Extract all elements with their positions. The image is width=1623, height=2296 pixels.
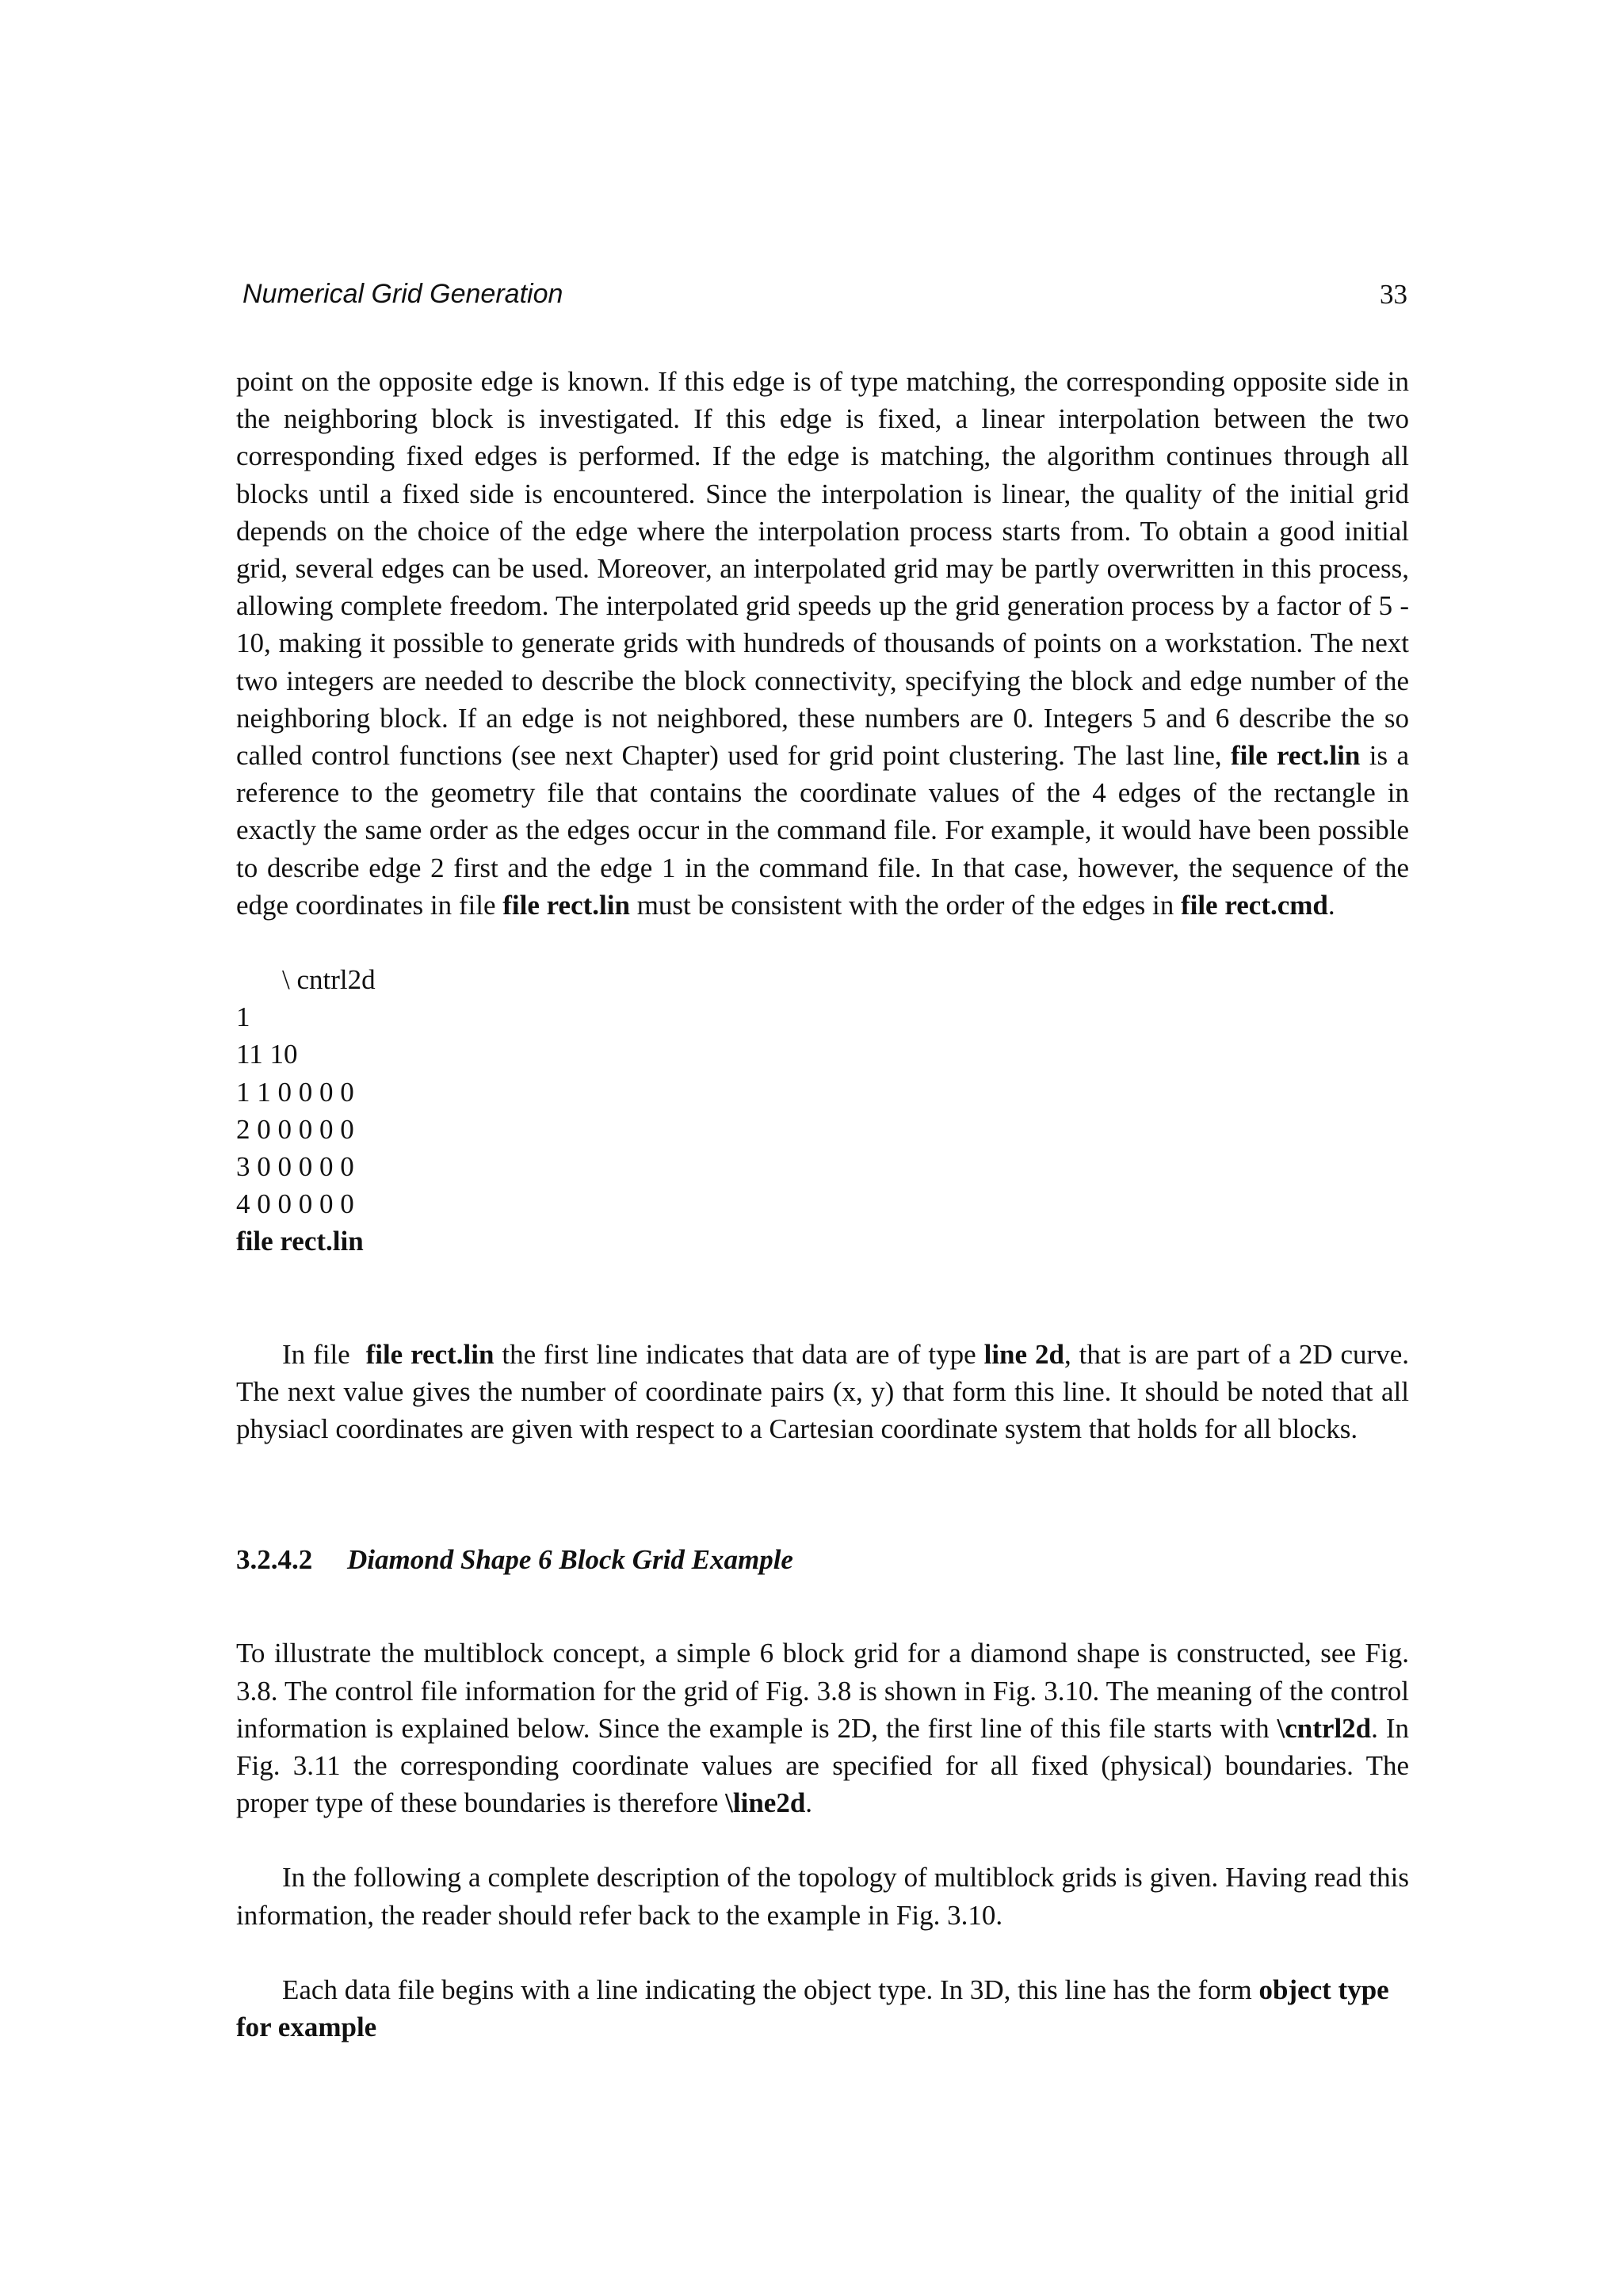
bold-command: \cntrl2d (1277, 1712, 1372, 1744)
section-heading (236, 1541, 1409, 1578)
command-file-listing (236, 961, 1409, 1261)
paragraph-topology-note (236, 1859, 1409, 1933)
bold-filename: file rect.lin (1231, 740, 1361, 772)
code-line: 2 0 0 0 0 0 (236, 1113, 354, 1145)
running-header (242, 279, 1407, 314)
paragraph-file-description (236, 1336, 1409, 1448)
bold-command: \line2d (725, 1787, 806, 1819)
text-run: point on the opposite edge is known. If this edge is of type matching, the corresponding opposite side in the neighboring block is investigated. If this edge is fixed, a linear interpolation between the two corresponding fixed edges is performed. If the edge is matching, the algorithm continues through all blocks until a fixed side is encountered. Since the interpolation is linear, the quality of the initial grid depends on the choice of the edge where the interpolation process starts from. To obtain a good initial grid, several edges can be used. Moreover, an interpolated grid may be partly overwritten in this process, allowing complete freedom. The interpolated grid speeds up the grid generation process by a factor of 5 - 10, making it possible to generate grids with hundreds of thousands of points on a workstation. The next two integers are needed to describe the block connectivity, specifying the block and edge number of the neighboring block. If an edge is not neighbored, these numbers are 0. Integers 5 and 6 describe the so called control functions (see next Chapter) used for grid point clustering. The last line, (236, 366, 1409, 772)
bold-keyword: object type (1258, 1974, 1389, 2005)
page-number: 33 (1380, 279, 1407, 310)
code-line: 11 10 (236, 1039, 298, 1070)
page-body (236, 363, 1409, 2046)
text-run: Each data file begins with a line indicating the object type. In 3D, this line has the form (282, 1974, 1259, 2005)
bold-keyword: for example (236, 2011, 377, 2042)
text-run: the first line indicates that data are of type (494, 1338, 984, 1370)
bold-type: line 2d (983, 1338, 1064, 1370)
text-run: , that is are part of a 2D curve. The next value gives the number of coordinate pairs (x, y) that form this line. It should be noted that all physiacl coordinates are given with respect to a Cartesian coordinate system that holds for all blocks. (236, 1338, 1409, 1444)
paragraph-object-type (236, 1971, 1409, 2008)
bold-filename: file rect.lin (502, 889, 630, 921)
text-run: is a reference to the geometry file that contains the coordinate values of the 4 edges of the rectangle in exactly the same order as the edges occur in the command file. For example, it would have been possible to describe edge 2 first and the edge 1 in the command file. In that case, however, the sequence of the edge coordinates in file (236, 740, 1409, 921)
code-line: 1 1 0 0 0 0 (236, 1076, 354, 1108)
code-line-filename: file rect.lin (236, 1226, 364, 1257)
paragraph-example-label (236, 2008, 1409, 2046)
section-title: Diamond Shape 6 Block Grid Example (347, 1544, 793, 1576)
bold-filename: file rect.cmd (1180, 889, 1328, 921)
bold-filename: file rect.lin (365, 1338, 495, 1370)
code-line: \ cntrl2d (282, 964, 376, 996)
text-run: . (805, 1787, 813, 1819)
text-run: must be consistent with the order of the edges in (629, 889, 1181, 921)
text-run: . In Fig. 3.11 the corresponding coordinate values are specified for all fixed (physical) boundaries. The proper type of these boundaries is therefore (236, 1712, 1409, 1819)
section-number: 3.2.4.2 (236, 1544, 313, 1576)
text-run: In file (282, 1338, 366, 1370)
code-line: 1 (236, 1001, 250, 1033)
paragraph-interpolation (236, 363, 1409, 924)
text-run: To illustrate the multiblock concept, a simple 6 block grid for a diamond shape is constructed, see Fig. 3.8. The control file information for the grid of Fig. 3.8 is shown in Fig. 3.10. The meaning of the control information is explained below. Since the example is 2D, the first line of this file starts with (236, 1638, 1409, 1744)
text-run: In the following a complete description of the topology of multiblock grids is given. Having read this information, the reader should refer back to the example in Fig. 3.10. (236, 1862, 1409, 1931)
code-line: 4 0 0 0 0 0 (236, 1188, 354, 1220)
text-run: . (1327, 889, 1335, 921)
header-title: Numerical Grid Generation (242, 279, 563, 309)
code-line: 3 0 0 0 0 0 (236, 1150, 354, 1182)
paragraph-diamond-intro (236, 1634, 1409, 1821)
